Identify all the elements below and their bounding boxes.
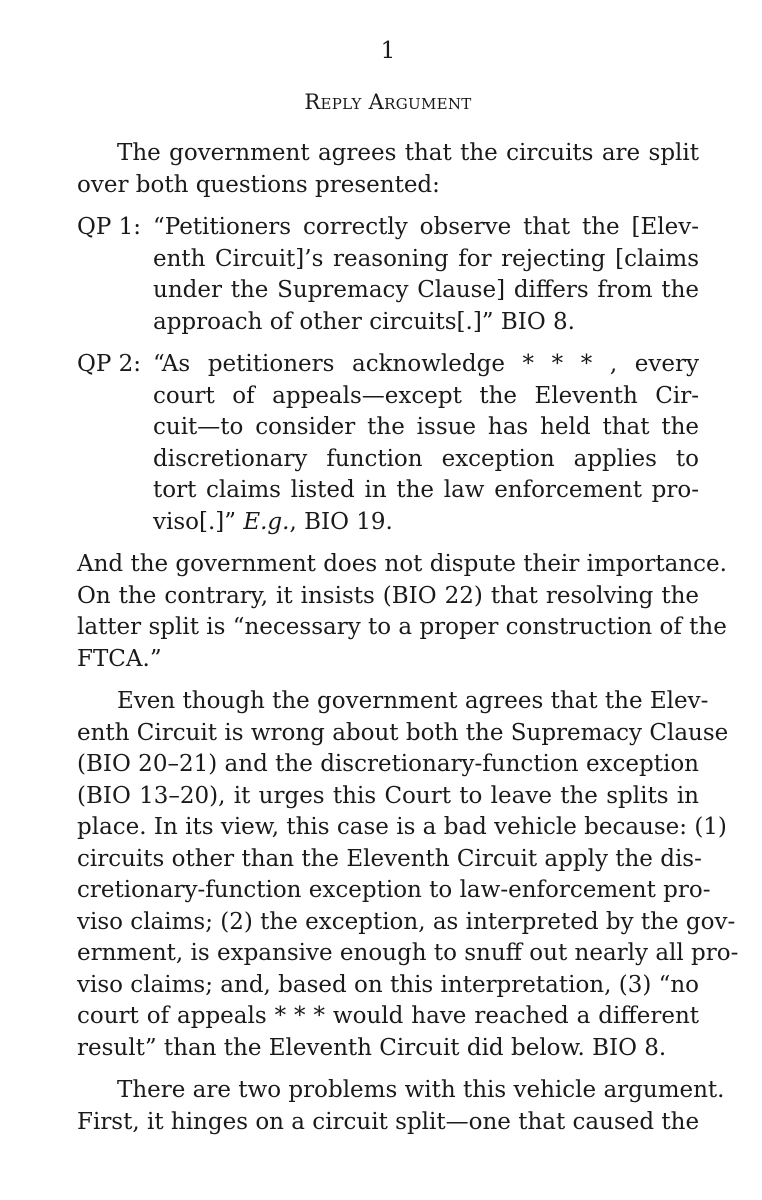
body-line: (BIO 13–20), it urges this Court to leave the splits in <box>77 782 699 809</box>
citation-eg: E.g. <box>243 508 290 535</box>
qp1-line: approach of other circuits[.]” BIO 8. <box>153 308 575 335</box>
qp2-line: cuit—to consider the issue has held that the <box>153 414 699 440</box>
citation-rest: , BIO 19. <box>289 508 393 535</box>
body-line: court of appeals * * * would have reached a different <box>77 1003 699 1029</box>
body-line: There are two problems with this vehicle argument. <box>117 1077 725 1103</box>
body-line: And the government does not dispute their importance. <box>77 551 727 577</box>
section-heading: Reply Argument <box>304 90 472 114</box>
qp2-line: discretionary function exception applies to <box>153 445 699 472</box>
body-line: Even though the government agrees that the Elev- <box>117 688 709 714</box>
qp1-line: “Petitioners correctly observe that the [Elev- <box>153 214 699 240</box>
body-line: result” than the Eleventh Circuit did below. BIO 8. <box>77 1034 667 1061</box>
body-paragraph-1 <box>77 549 727 675</box>
qp2-last-line <box>153 507 699 539</box>
qp2-line: “As petitioners acknowledge * * * , every <box>153 351 699 377</box>
document-page <box>77 36 739 1138</box>
body-line: enth Circuit is wrong about both the Supremacy Clause <box>77 719 729 746</box>
qp2-block <box>77 349 699 538</box>
qp2-line: viso[.]” <box>153 508 237 535</box>
body-line: cretionary-function exception to law-enforcement pro- <box>77 877 711 903</box>
body-line: First, it hinges on a circuit split—one that caused the <box>77 1108 700 1135</box>
page-number: 1 <box>380 38 396 64</box>
qp1-label: QP 1: <box>77 214 142 240</box>
body-line: (BIO 20–21) and the discretionary-function exception <box>77 751 699 777</box>
qp2-line: court of appeals—except the Eleventh Cir- <box>153 382 699 409</box>
body-line: ernment, is expansive enough to snuff out nearly all pro- <box>77 940 739 966</box>
qp1-line: under the Supremacy Clause] differs from the <box>153 277 699 303</box>
body-paragraph-2 <box>77 686 739 1064</box>
intro-paragraph <box>77 138 699 201</box>
intro-line: The government agrees that the circuits are split <box>117 140 699 166</box>
body-paragraph-3 <box>77 1075 725 1138</box>
qp1-block <box>77 212 699 338</box>
intro-line: over both questions presented: <box>77 171 440 198</box>
body-line: viso claims; (2) the exception, as interpreted by the gov- <box>77 908 736 935</box>
body-line: On the contrary, it insists (BIO 22) that resolving the <box>77 582 699 609</box>
qp1-line: enth Circuit]’s reasoning for rejecting [claims <box>153 245 699 272</box>
qp2-label: QP 2: <box>77 351 142 377</box>
body-line: latter split is “necessary to a proper construction of the <box>77 614 727 640</box>
body-line: viso claims; and, based on this interpretation, (3) “no <box>77 971 700 998</box>
qp2-line: tort claims listed in the law enforcement pro- <box>153 477 699 503</box>
body-line: FTCA.” <box>77 645 162 672</box>
body-line: place. In its view, this case is a bad vehicle because: (1) <box>77 814 727 840</box>
body-line: circuits other than the Eleventh Circuit apply the dis- <box>77 845 702 872</box>
